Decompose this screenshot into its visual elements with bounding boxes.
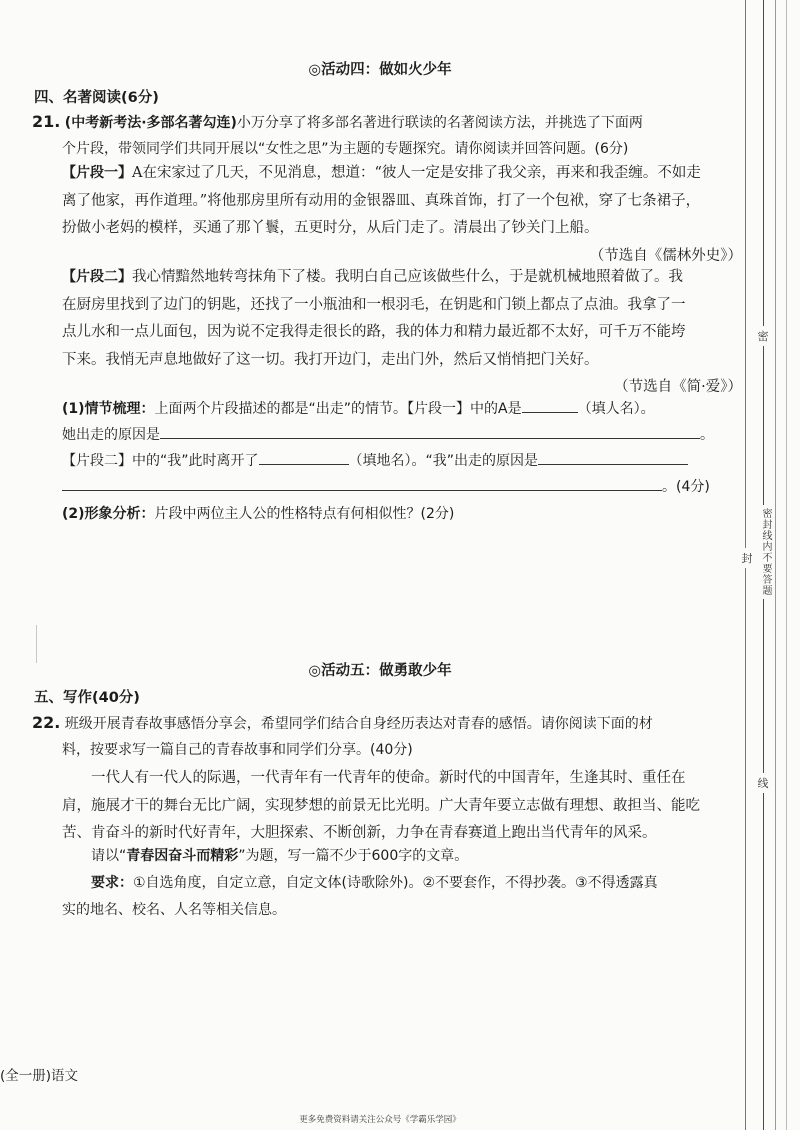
q21-tag: (中考新考法·多部名著勾连) — [64, 115, 237, 131]
q22-line1: 班级开展青春故事感悟分享会，希望同学们结合自身经历表达对青春的感悟。请你阅读下面的材 — [64, 716, 653, 732]
q21-part1-line3 — [62, 448, 742, 476]
q22-line2: 料，按要求写一篇自己的青春故事和同学们分享。(40分) — [62, 742, 413, 758]
answer-blank-name[interactable] — [522, 396, 578, 413]
section-four-title: 四、名著阅读(6分) — [34, 90, 159, 106]
fragment-one-source: （节选自《儒林外史》） — [589, 247, 742, 264]
fragment-two-line2: 在厨房里找到了边门的钥匙，还找了一小瓶油和一根羽毛，在钥匙和门锁上都点了点油。我拿了一 — [62, 296, 686, 313]
fragment-two-line1: 我心情黯然地转弯抹角下了楼。我明白自己应该做些什么，于是就机械地照着做了。我 — [132, 269, 683, 285]
q21-intro-line2: 个片段，带领同学们共同开展以“女性之思”为主题的专题探究。请你阅读并回答问题。(6分) — [62, 141, 629, 157]
seal-marker-mi: 密 — [756, 326, 770, 346]
q22-title-pre: 请以“ — [91, 848, 127, 864]
fragment-two-source: （节选自《简·爱》） — [614, 379, 742, 395]
answer-blank-reason-one[interactable] — [160, 422, 700, 439]
q21-part1-text-d: 。 — [700, 427, 714, 443]
q22-material-line1: 一代人有一代人的际遇，一代青年有一代青年的使命。新时代的中国青年，生逢其时、重任在 — [91, 770, 686, 786]
fragment-two-label: 【片段二】 — [62, 269, 132, 285]
fragment-one-line1: A在宋家过了几天，不见消息，想道：“彼人一定是安排了我父亲，再来和我歪缠。不如走 — [132, 165, 701, 181]
q21-part1-text-a: 上面两个片段描述的都是“出走”的情节。【片段一】中的A是 — [154, 401, 522, 417]
q22-title-post: ”为题，写一篇不少于600字的文章。 — [238, 848, 469, 864]
answer-blank-place[interactable] — [259, 448, 349, 465]
q21-part1-line1 — [62, 396, 742, 424]
q21-number: 21. — [32, 112, 61, 131]
q21-part1-number: (1) — [62, 401, 85, 417]
q22-title-instruction — [91, 843, 741, 871]
q22-material-line3: 苦、肯奋斗的新时代好青年，大胆探索、不断创新，力争在青春赛道上跑出当代青年的风采。 — [62, 825, 657, 841]
q21-part2-number: (2) — [62, 506, 85, 522]
seal-marker-feng: 封 — [740, 548, 754, 568]
q21-part1-line4 — [62, 474, 742, 502]
scan-mark — [36, 625, 37, 663]
fragment-one-line3: 扮做小老妈的模样，买通了那丫鬟，五更时分，从后门走了。清晨出了钞关门上船。 — [62, 220, 599, 236]
footer-promo: 更多免费资料请关注公众号《学霸乐学园》 — [299, 1115, 461, 1125]
section-five-title: 五、写作(40分) — [34, 690, 140, 706]
footer-book-label — [0, 1064, 78, 1084]
fragment-two-line3: 点儿水和一点儿面包，因为说不定我得走很长的路，我的体力和精力最近都不太好，可千万不能垮 — [62, 324, 686, 340]
seal-marker-xian: 线 — [756, 773, 770, 793]
q21-part1-text-g: 。(4分) — [662, 479, 710, 495]
q22-essay-title: 青春因奋斗而精彩 — [126, 848, 239, 864]
q21-part1-line2 — [62, 422, 742, 450]
q21-part1-text-e: 【片段二】中的“我”此时离开了 — [62, 453, 259, 469]
q21-part1-title: 情节梳理： — [84, 401, 155, 417]
q22-requirements-line1: ①自选角度，自定立意，自定文体(诗歌除外)。②不要套作，不得抄袭。③不得透露真 — [133, 875, 658, 891]
answer-blank-reason-two-end[interactable] — [62, 474, 662, 491]
q21-part1-text-b: （填人名）。 — [577, 401, 655, 417]
q22-requirements-line2: 实的地名、校名、人名等相关信息。 — [62, 902, 286, 918]
activity-four-heading: ◎活动四：做如火少年 — [308, 62, 452, 78]
q22-prompt — [32, 709, 742, 739]
q22-requirements-label: 要求： — [91, 875, 133, 891]
fragment-two — [62, 264, 742, 402]
fragment-one-line2: 离了他家，再作道理。”将他那房里所有动用的金银器皿、真珠首饰，打了一个包袱，穿了七条裙子， — [62, 192, 701, 209]
q21-intro-line1: 小万分享了将多部名著进行联读的名著阅读方法，并挑选了下面两 — [236, 115, 643, 131]
margin-line-inner — [775, 0, 776, 1130]
q22-requirements — [91, 870, 741, 898]
q22-material-line2: 肩，施展才干的舞台无比广阔，实现梦想的前景无比光明。广大青年要立志做有理想、敢担当、能吃 — [62, 797, 700, 814]
q21-part1-text-c: 她出走的原因是 — [62, 427, 160, 443]
footer-book-text: (全一册)语文 — [0, 1068, 79, 1084]
activity-five-heading: ◎活动五：做勇敢少年 — [308, 663, 452, 679]
fragment-one — [62, 160, 742, 270]
fragment-one-label: 【片段一】 — [62, 165, 132, 181]
q22-number: 22. — [32, 713, 61, 732]
q21-part2-answer-area[interactable] — [62, 540, 742, 650]
q22-material — [62, 765, 742, 848]
q21-intro — [32, 108, 732, 138]
fragment-two-line4: 下来。我悄无声息地做好了这一切。我打开边门，走出门外，然后又悄悄把门关好。 — [62, 351, 599, 368]
q21-part2-text: 片段中两位主人公的性格特点有何相似性？(2分) — [154, 506, 455, 522]
q21-part1-text-f: （填地名）。“我”出走的原因是 — [348, 453, 539, 469]
margin-line-edge — [786, 0, 787, 1130]
seal-notice: 密封线内不要答题 — [758, 505, 773, 599]
q21-part2 — [62, 501, 742, 529]
q21-part2-title: 形象分析： — [84, 506, 155, 522]
answer-blank-reason-two-start[interactable] — [538, 448, 688, 465]
